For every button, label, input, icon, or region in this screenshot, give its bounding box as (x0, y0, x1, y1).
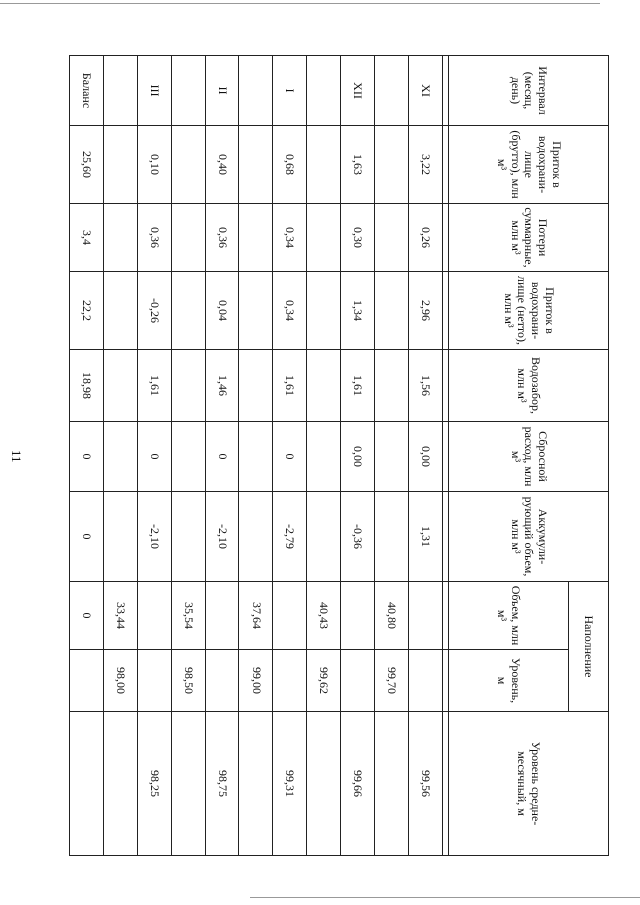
cell-accumulating: -2,79 (273, 492, 307, 582)
cell-losses: 0,26 (408, 204, 442, 272)
cell-discharge (307, 422, 341, 492)
cell-losses (239, 204, 273, 272)
bottom-edge-line (250, 897, 640, 898)
cell-avg-level (103, 712, 137, 856)
cell-discharge: 0,00 (408, 422, 442, 492)
cell-avg-level (442, 712, 448, 856)
cell-interval (374, 56, 408, 126)
cell-inflow-gross (103, 126, 137, 204)
cell-intake (374, 350, 408, 422)
cell-interval: I (273, 56, 307, 126)
cell-losses: 3,4 (70, 204, 104, 272)
cell-accumulating: 0 (70, 492, 104, 582)
table-row (137, 56, 171, 856)
cell-avg-level (70, 712, 104, 856)
cell-discharge (374, 422, 408, 492)
cell-inflow-net: 22,2 (70, 272, 104, 350)
cell-accumulating (374, 492, 408, 582)
header-avg-level: Уровень средне-месячный, м (449, 712, 609, 856)
cell-interval (239, 56, 273, 126)
header-losses: Потери суммарные, млн м³ (449, 204, 609, 272)
table-row (374, 56, 408, 856)
top-edge-line (0, 3, 600, 4)
cell-intake: 1,61 (137, 350, 171, 422)
cell-level (70, 650, 104, 712)
cell-volume: 35,54 (171, 582, 205, 650)
header-volume: Объем, млн м³ (449, 582, 569, 650)
cell-discharge (442, 422, 448, 492)
header-inflow-net: Приток в водохрани-лище (нетто), млн м³ (449, 272, 609, 350)
table-row (307, 56, 341, 856)
table-row (273, 56, 307, 856)
cell-interval (442, 56, 448, 126)
cell-intake: 1,56 (408, 350, 442, 422)
page-number: 11 (9, 450, 24, 463)
cell-accumulating (239, 492, 273, 582)
cell-interval: II (205, 56, 239, 126)
cell-accumulating: -0,36 (341, 492, 375, 582)
cell-interval (171, 56, 205, 126)
cell-losses: 0,36 (205, 204, 239, 272)
header-interval: Интервал (месяц, день) (449, 56, 609, 126)
cell-volume (408, 582, 442, 650)
cell-volume: 40,43 (307, 582, 341, 650)
header-intake: Водозабор, млн м³ (449, 350, 609, 422)
cell-intake (307, 350, 341, 422)
cell-accumulating (171, 492, 205, 582)
cell-inflow-net: -0,26 (137, 272, 171, 350)
cell-intake: 1,46 (205, 350, 239, 422)
cell-avg-level: 99,66 (341, 712, 375, 856)
cell-losses (171, 204, 205, 272)
rotated-table-wrapper (69, 55, 609, 855)
cell-inflow-gross (171, 126, 205, 204)
cell-inflow-gross (374, 126, 408, 204)
cell-volume (205, 582, 239, 650)
cell-interval: Баланс (70, 56, 104, 126)
cell-accumulating (442, 492, 448, 582)
cell-inflow-gross: 0,68 (273, 126, 307, 204)
cell-level: 99,62 (307, 650, 341, 712)
cell-interval: XI (408, 56, 442, 126)
cell-level (273, 650, 307, 712)
cell-level: 99,00 (239, 650, 273, 712)
cell-inflow-net (171, 272, 205, 350)
cell-accumulating: 1,31 (408, 492, 442, 582)
cell-inflow-gross (442, 126, 448, 204)
cell-inflow-gross: 25,60 (70, 126, 104, 204)
cell-level: 99,70 (374, 650, 408, 712)
cell-volume: 37,64 (239, 582, 273, 650)
cell-volume: 33,44 (103, 582, 137, 650)
cell-level (341, 650, 375, 712)
cell-losses: 0,30 (341, 204, 375, 272)
header-discharge: Сбросной расход, млн м³ (449, 422, 609, 492)
cell-inflow-net: 0,34 (273, 272, 307, 350)
cell-interval (103, 56, 137, 126)
cell-losses (307, 204, 341, 272)
table-row (341, 56, 375, 856)
cell-discharge: 0 (70, 422, 104, 492)
cell-discharge (103, 422, 137, 492)
cell-discharge: 0 (273, 422, 307, 492)
header-inflow-gross: Приток в водохрани-лище (брутто), млн м³ (449, 126, 609, 204)
table-row (205, 56, 239, 856)
cell-losses: 0,36 (137, 204, 171, 272)
cell-inflow-net (239, 272, 273, 350)
cell-inflow-net: 2,96 (408, 272, 442, 350)
table-body (70, 56, 449, 856)
cell-intake: 1,61 (341, 350, 375, 422)
cell-inflow-gross: 0,40 (205, 126, 239, 204)
table-row (70, 56, 104, 856)
table-row (442, 56, 448, 856)
header-accumulating: Аккумули-рующий объем, млн м³ (449, 492, 609, 582)
cell-avg-level: 98,25 (137, 712, 171, 856)
reservoir-balance-table (69, 55, 609, 856)
cell-intake (103, 350, 137, 422)
cell-inflow-gross: 1,63 (341, 126, 375, 204)
cell-interval: III (137, 56, 171, 126)
cell-avg-level: 98,75 (205, 712, 239, 856)
cell-avg-level (307, 712, 341, 856)
cell-level: 98,00 (103, 650, 137, 712)
table-row (239, 56, 273, 856)
cell-intake (442, 350, 448, 422)
cell-volume: 0 (70, 582, 104, 650)
table-row (408, 56, 442, 856)
cell-inflow-net (442, 272, 448, 350)
cell-volume (341, 582, 375, 650)
cell-level (442, 650, 448, 712)
cell-avg-level (171, 712, 205, 856)
cell-intake (171, 350, 205, 422)
cell-accumulating (103, 492, 137, 582)
cell-interval (307, 56, 341, 126)
cell-avg-level: 99,31 (273, 712, 307, 856)
cell-discharge (171, 422, 205, 492)
cell-discharge: 0 (137, 422, 171, 492)
cell-discharge (239, 422, 273, 492)
cell-losses (442, 204, 448, 272)
cell-volume (273, 582, 307, 650)
cell-level: 98,50 (171, 650, 205, 712)
cell-discharge: 0,00 (341, 422, 375, 492)
cell-volume (442, 582, 448, 650)
cell-avg-level (239, 712, 273, 856)
cell-inflow-gross (307, 126, 341, 204)
cell-inflow-gross: 3,22 (408, 126, 442, 204)
cell-intake: 1,61 (273, 350, 307, 422)
cell-losses (374, 204, 408, 272)
cell-level (205, 650, 239, 712)
header-filling: Наполнение (569, 582, 609, 712)
cell-avg-level: 99,56 (408, 712, 442, 856)
cell-inflow-net (307, 272, 341, 350)
cell-level (408, 650, 442, 712)
header-level: Уровень, м (449, 650, 569, 712)
table-row (103, 56, 137, 856)
cell-intake: 18,98 (70, 350, 104, 422)
cell-inflow-net (103, 272, 137, 350)
cell-losses: 0,34 (273, 204, 307, 272)
cell-inflow-net: 0,04 (205, 272, 239, 350)
cell-accumulating (307, 492, 341, 582)
cell-inflow-gross (239, 126, 273, 204)
cell-level (137, 650, 171, 712)
cell-inflow-gross: 0,10 (137, 126, 171, 204)
cell-volume (137, 582, 171, 650)
cell-volume: 40,80 (374, 582, 408, 650)
cell-interval: XII (341, 56, 375, 126)
cell-accumulating: -2,10 (205, 492, 239, 582)
cell-inflow-net: 1,34 (341, 272, 375, 350)
cell-discharge: 0 (205, 422, 239, 492)
cell-losses (103, 204, 137, 272)
table-row (171, 56, 205, 856)
cell-avg-level (374, 712, 408, 856)
cell-intake (239, 350, 273, 422)
cell-inflow-net (374, 272, 408, 350)
cell-accumulating: -2,10 (137, 492, 171, 582)
